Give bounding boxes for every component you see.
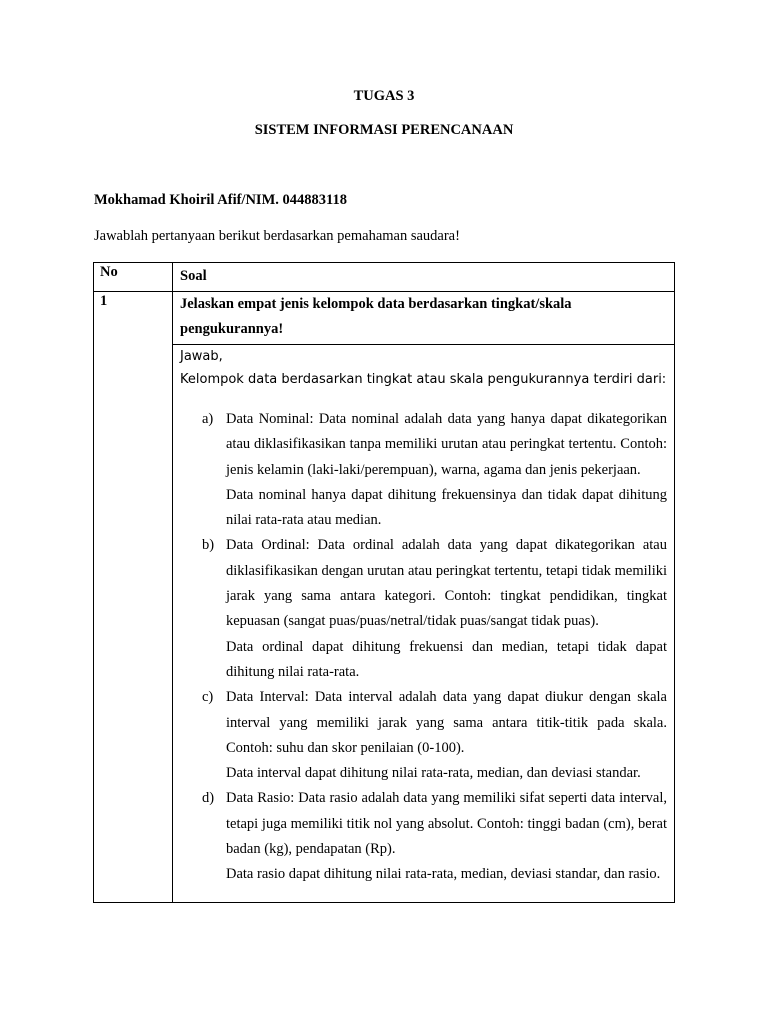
answer-cell xyxy=(173,345,675,903)
list-item-text: Data Ordinal: Data ordinal adalah data yang dapat dikategorikan atau diklasifikasikan dengan urutan atau peringkat tertentu, tetapi tidak memiliki jarak yang sama antara kategori. Contoh: tingkat pendidikan, tingkat kepuasan (sangat puas/puas/netral/tidak puas/sangat tidak puas). xyxy=(226,537,667,630)
question-table xyxy=(93,262,675,903)
header-soal-label: Soal xyxy=(180,268,207,284)
question-text: Jelaskan empat jenis kelompok data berdasarkan tingkat/skala pengukurannya! xyxy=(180,296,572,337)
list-item xyxy=(180,407,667,533)
list-item xyxy=(180,533,667,685)
list-item-label: b) xyxy=(202,537,215,554)
answer-row xyxy=(94,345,675,903)
list-item-note: Data nominal hanya dapat dihitung frekuensinya dan tidak dapat dihitung nilai rata-rata atau median. xyxy=(226,486,667,529)
list-item-label: c) xyxy=(202,689,214,706)
header-soal-cell xyxy=(173,263,675,292)
question-cell xyxy=(173,292,675,345)
list-item-note: Data ordinal dapat dihitung frekuensi dan median, tetapi tidak dapat dihitung nilai rata-rata. xyxy=(226,638,667,680)
row-number: 1 xyxy=(100,293,108,309)
table-header-row xyxy=(94,263,675,292)
header-no-label: No xyxy=(100,264,118,280)
list-item-label: d) xyxy=(202,790,215,807)
list-item xyxy=(180,786,667,887)
answer-heading: Jawab, xyxy=(180,349,223,364)
answer-list xyxy=(180,407,667,888)
list-item-text: Data Interval: Data interval adalah data yang dapat diukur dengan skala interval yang memiliki jarak yang sama antara titik-titik pada skala. Contoh: suhu dan skor penilaian (0-100). xyxy=(226,689,667,756)
answer-intro: Kelompok data berdasarkan tingkat atau skala pengukurannya terdiri dari: xyxy=(180,372,667,387)
list-item-text: Data Nominal: Data nominal adalah data yang hanya dapat dikategorikan atau diklasifikasikan tanpa memiliki urutan atau peringkat tertentu. Contoh: jenis kelamin (laki-laki/perempuan), warna, agama dan jenis pekerjaan. xyxy=(226,411,667,478)
table-row xyxy=(94,292,675,345)
list-item-label: a) xyxy=(202,411,214,427)
list-item-note: Data interval dapat dihitung nilai rata-rata, median, dan deviasi standar. xyxy=(226,765,641,782)
list-item-text: Data Rasio: Data rasio adalah data yang memiliki sifat seperti data interval, tetapi juga memiliki titik nol yang absolut. Contoh: tinggi badan (cm), berat badan (kg), pendapatan (Rp). xyxy=(226,790,667,858)
row-number-cell xyxy=(94,292,173,903)
instruction-line: Jawablah pertanyaan berikut berdasarkan pemahaman saudara! xyxy=(94,228,460,244)
document-title: TUGAS 3 xyxy=(353,88,415,104)
author-line: Mokhamad Khoiril Afif/NIM. 044883118 xyxy=(94,192,347,208)
list-item-note: Data rasio dapat dihitung nilai rata-rata, median, deviasi standar, dan rasio. xyxy=(226,866,661,883)
header-no-cell xyxy=(94,263,173,292)
document-subtitle: SISTEM INFORMASI PERENCANAAN xyxy=(254,122,514,138)
list-item xyxy=(180,685,667,786)
